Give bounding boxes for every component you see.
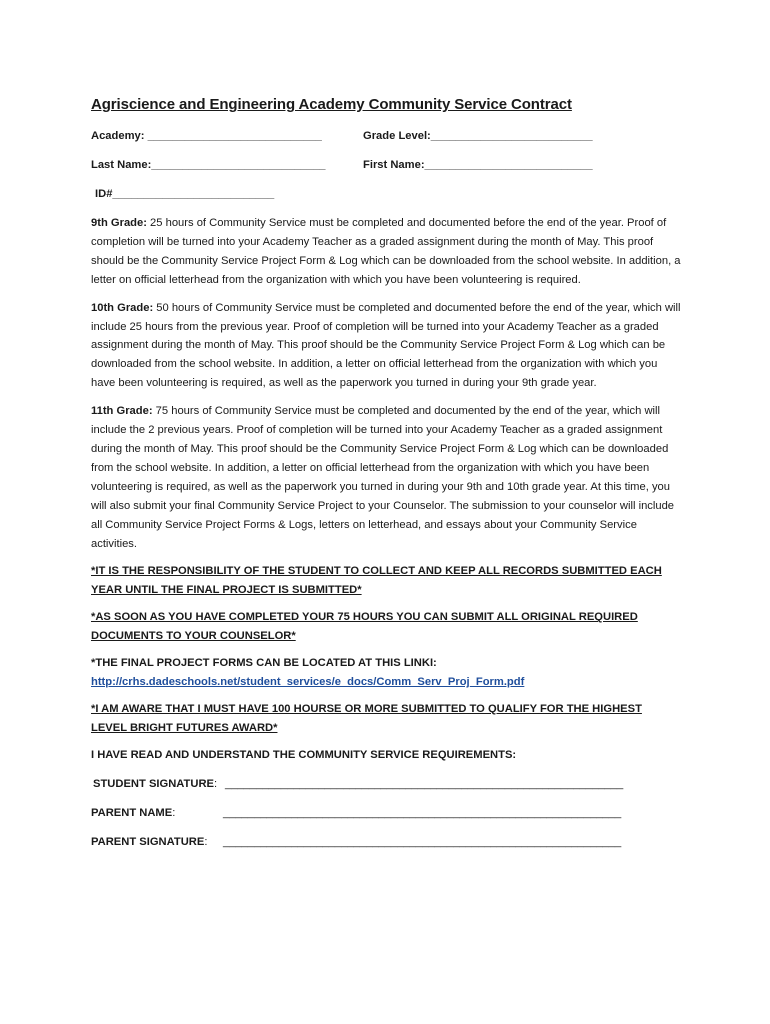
parent-name-label-text: PARENT NAME [91,806,173,819]
parent-signature-line[interactable]: ________________________________________________________________ [223,835,622,848]
student-signature-row [93,775,681,794]
forms-location-text: *THE FINAL PROJECT FORMS CAN BE LOCATED AT THIS LINKI: [91,657,437,670]
grade-level-field[interactable]: Grade Level:__________________________ [363,130,593,142]
parent-signature-label: PARENT SIGNATURE: [91,835,208,848]
document-title: Agriscience and Engineering Academy Community Service Contract [91,96,572,113]
academy-field[interactable]: Academy: ____________________________ [91,130,322,142]
id-field[interactable]: ID#__________________________ [95,188,275,200]
submit-notice: *AS SOON AS YOU HAVE COMPLETED YOUR 75 HOURS YOU CAN SUBMIT ALL ORIGINAL REQUIRED DOCUMENTS TO YOUR COUNSELOR* [91,611,638,643]
bright-futures-notice: *I AM AWARE THAT I MUST HAVE 100 HOURSE OR MORE SUBMITTED TO QUALIFY FOR THE HIGHEST LEVEL BRIGHT FUTURES AWARD* [91,702,642,734]
parent-name-label: PARENT NAME: [91,806,176,819]
academy-grade-row [91,127,681,146]
last-name-field[interactable]: Last Name:____________________________ [91,159,326,171]
ninth-grade-paragraph [91,214,681,290]
first-name-field[interactable]: First Name:___________________________ [363,159,593,171]
responsibility-notice: *IT IS THE RESPONSIBILITY OF THE STUDENT TO COLLECT AND KEEP ALL RECORDS SUBMITTED EACH YEAR UNTIL THE FINAL PROJECT IS SUBMITTED* [91,565,662,597]
student-signature-label-text: STUDENT SIGNATURE [93,777,214,790]
parent-name-row [91,804,681,823]
eleventh-grade-text: 75 hours of Community Service must be completed and documented by the end of the year, which will include the 2 previous years. Proof of completion will be turned into your Academy Teacher as a graded assignment during the month of May. This proof should be the Community Service Project Form & Log which can be downloaded from the school website. In addition, a letter on official letterhead from the organization with which you have been volunteering is required, as well as the paperwork you turned in during your 9th and 10th grade year. At this time, you will also submit your final Community Service Project to your Counselor. The submission to your counselor will include all Community Service Project Forms & Logs, letters on letterhead, and essays about your Community Service activities. [91,405,675,550]
tenth-grade-paragraph [91,299,681,394]
eleventh-grade-paragraph [91,402,681,553]
student-signature-label: STUDENT SIGNATURE: [93,777,218,790]
acknowledgement-statement: I HAVE READ AND UNDERSTAND THE COMMUNITY SERVICE REQUIREMENTS: [91,748,517,761]
id-row [95,185,681,204]
ninth-grade-lead: 9th Grade: [91,217,147,229]
tenth-grade-text: 50 hours of Community Service must be completed and documented before the end of the year, which will include 25 hours from the previous year. Proof of completion will be turned into your Academy Teacher as a graded assignment during the month of May. This proof should be the Community Service Project Form & Log which can be downloaded from the school website. In addition, a letter on official letterhead from the organization with which you have been volunteering is required, as well as the paperwork you turned in during your 9th grade year. [91,301,681,390]
parent-name-line[interactable]: ________________________________________________________________ [223,806,622,819]
eleventh-grade-lead: 11th Grade: [91,405,153,418]
parent-signature-row [91,833,681,852]
name-row [91,156,681,175]
forms-location-notice [91,654,681,692]
ninth-grade-text: 25 hours of Community Service must be completed and documented before the end of the year. Proof of completion will be turned into your Academy Teacher as a graded assignment during the month of May. This proof should be the Community Service Project Form & Log which can be downloaded from the school website. In addition, a letter on official letterhead from the organization with which you have been volunteering is required. [91,217,681,286]
forms-link[interactable]: http://crhs.dadeschools.net/student_services/e_docs/Comm_Serv_Proj_Form.pdf [91,675,525,688]
student-signature-line[interactable]: ________________________________________________________________ [225,777,624,790]
tenth-grade-lead: 10th Grade: [91,301,154,314]
parent-signature-label-text: PARENT SIGNATURE [91,835,205,848]
contract-page [91,95,681,862]
